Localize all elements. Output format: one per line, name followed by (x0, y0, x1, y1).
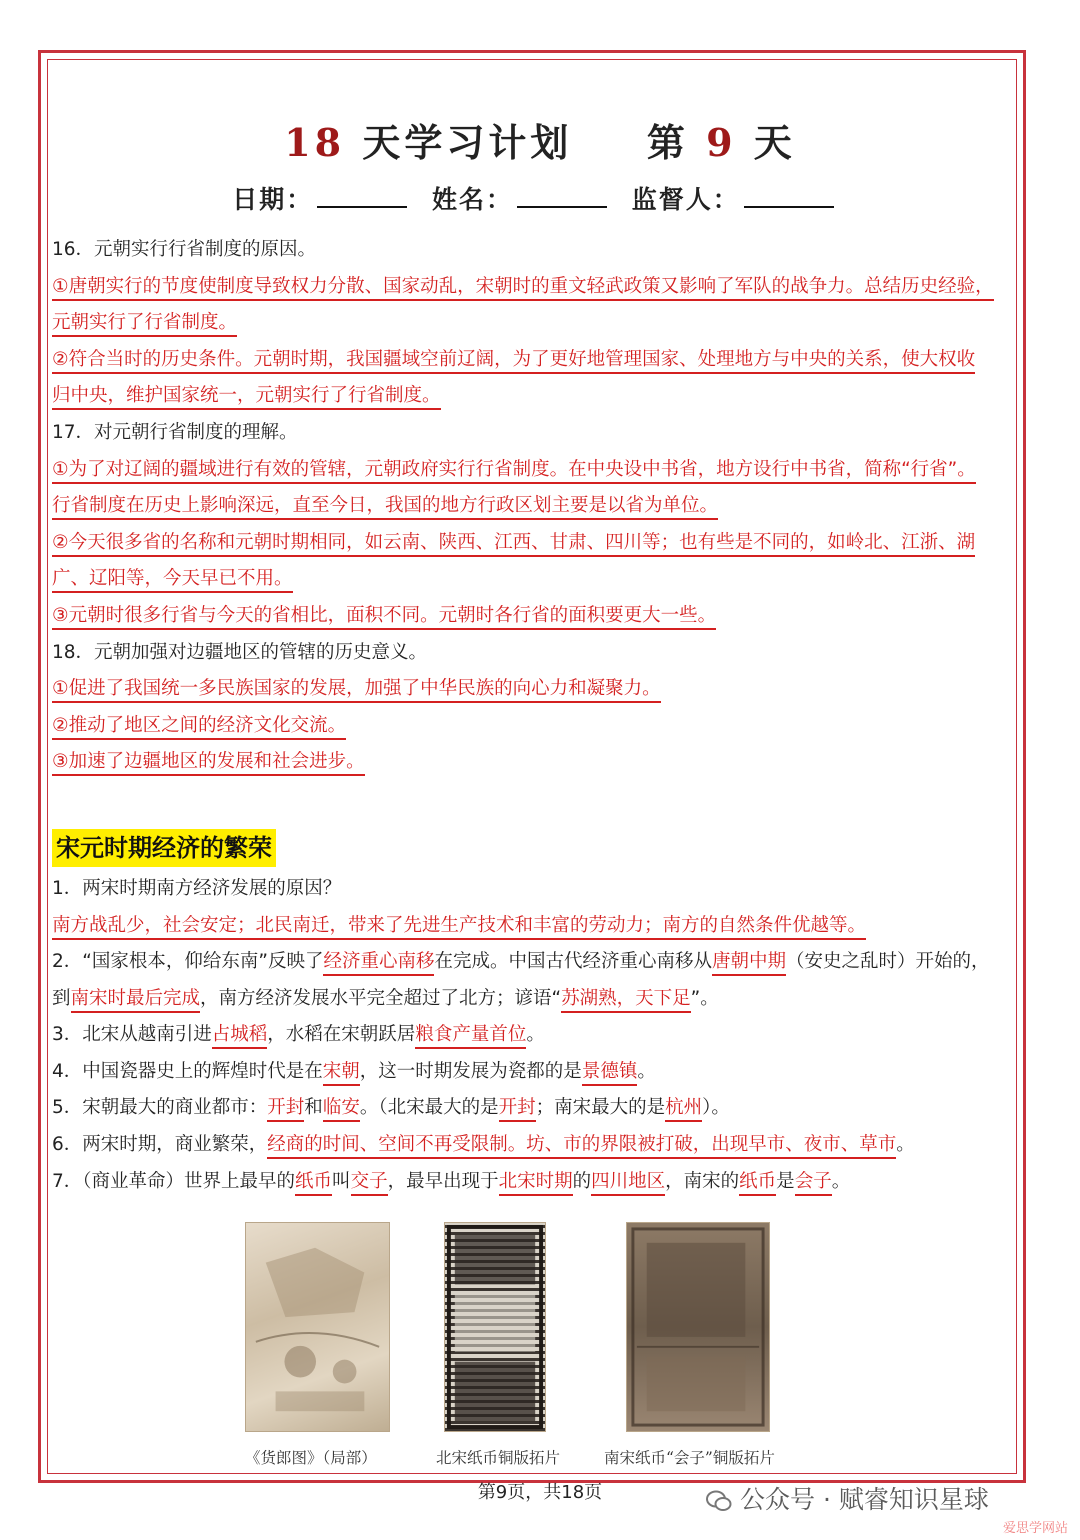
q1: 1．两宋时期南方经济发展的原因？ (52, 877, 342, 899)
watermark-text: 公众号 · 赋睿知识星球 (740, 1485, 989, 1514)
answer-text: 行省制度在历史上影响深远，直至今日，我国的地方行政区划主要是以省为单位。 (52, 495, 718, 520)
q6-text: 。 (896, 1134, 915, 1156)
wechat-icon (706, 1489, 732, 1513)
q7-ans-5: 纸币 (739, 1171, 776, 1196)
q7-ans-6: 会子 (795, 1171, 832, 1196)
answer-text: ②今天很多省的名称和元朝时期相同，如云南、陕西、江西、甘肃、四川等；也有些是不同的，如岭北、江浙、湖 (52, 532, 975, 557)
q5-text: 和 (304, 1097, 323, 1119)
answer-line (52, 561, 1020, 598)
caption-jiaozi: 北宋纸币铜版拓片 (436, 1449, 561, 1467)
answer-line (52, 671, 1020, 708)
q4-text: ，这一时期发展为瓷都的是 (359, 1060, 582, 1082)
q2-ans-2: 唐朝中期 (712, 951, 786, 976)
q7-text: 叫 (332, 1170, 351, 1192)
answer-line (52, 598, 1020, 635)
name-label: 姓名： (431, 185, 513, 214)
page-number: 第9页，共18页 (477, 1482, 603, 1503)
q3-text: 。 (526, 1024, 545, 1046)
answer-text: 广、辽阳等，今天早已不用。 (52, 568, 293, 593)
q4-ans-2: 景德镇 (582, 1061, 638, 1086)
q2-text: 到 (52, 987, 71, 1009)
question-line: 18．元朝加强对边疆地区的管辖的历史意义。 (52, 641, 428, 663)
q7-text: 是 (776, 1170, 795, 1192)
q6-text: 6．两宋时期，商业繁荣， (52, 1134, 268, 1156)
q4-text: 4．中国瓷器史上的辉煌时代是在 (52, 1060, 323, 1082)
title-text: 天学习计划 (362, 120, 573, 165)
q5-ans-2: 临安 (323, 1097, 360, 1122)
jiaozi-banknote-image (444, 1222, 546, 1432)
q5-text: ）。 (702, 1097, 730, 1119)
answer-text: ①为了对辽阔的疆域进行有效的管辖，元朝政府实行行省制度。在中央设中书省，地方设行中书省，简称“行省”。 (52, 459, 976, 484)
title-day-number: 9 (706, 120, 737, 165)
q7-ans-3: 北宋时期 (499, 1171, 573, 1196)
q5-text: ；南宋最大的是 (535, 1097, 666, 1119)
huizi-banknote-image (626, 1222, 770, 1432)
huolang-painting-image (245, 1222, 390, 1432)
q2-text: （安史之乱时）开始的， (786, 951, 990, 973)
q3 (52, 1017, 1020, 1054)
answer-text: ①促进了我国统一多民族国家的发展，加强了中华民族的向心力和凝聚力。 (52, 678, 661, 703)
q2-text: 在完成。中国古代经济重心南移从 (434, 951, 712, 973)
section-title: 宋元时期经济的繁荣 (52, 829, 276, 867)
q6-ans: 经商的时间、空间不再受限制。坊、市的界限被打破，出现早市、夜市、草市 (267, 1134, 896, 1159)
content-area (52, 232, 1020, 1200)
a1-text: 南方战乱少，社会安定；北民南迁，带来了先进生产技术和丰富的劳动力；南方的自然条件优越等。 (52, 915, 866, 940)
answer-line (52, 525, 1020, 562)
answer-text: ③元朝时很多行省与今天的省相比，面积不同。元朝时各行省的面积要更大一些。 (52, 605, 716, 630)
caption-huolang: 《货郎图》（局部） (245, 1449, 377, 1467)
title-day-suffix: 天 (753, 120, 796, 165)
q5 (52, 1090, 1020, 1127)
answer-text: ①唐朝实行的节度使制度导致权力分散、国家动乱，宋朝时的重文轻武政策又影响了军队的战争力。总结历史经验， (52, 276, 994, 301)
question-line: 17．对元朝行省制度的理解。 (52, 421, 298, 443)
q3-text: ，水稻在宋朝跃居 (267, 1024, 416, 1046)
q7-ans-2: 交子 (351, 1171, 388, 1196)
date-label: 日期： (232, 185, 314, 214)
q3-ans-1: 占城稻 (212, 1024, 268, 1049)
answer-text: 归中央，维护国家统一，元朝实行了行省制度。 (52, 385, 441, 410)
q5-ans-1: 开封 (267, 1097, 304, 1122)
q4-ans-1: 宋朝 (323, 1061, 360, 1086)
q2-ans-4: 苏湖熟，天下足 (561, 988, 691, 1013)
q7-text: ，最早出现于 (387, 1170, 499, 1192)
a1 (52, 908, 1020, 945)
q3-text: 3．北宋从越南引进 (52, 1024, 212, 1046)
q6 (52, 1127, 1020, 1164)
date-blank[interactable] (317, 182, 407, 208)
answer-line (52, 708, 1020, 745)
watermark (706, 1480, 989, 1516)
title-number: 18 (284, 120, 346, 165)
q7-text: ，南宋的 (665, 1170, 740, 1192)
answer-line (52, 378, 1020, 415)
info-line (0, 180, 1080, 216)
q2-text: ”。 (690, 987, 719, 1009)
answer-line (52, 342, 1020, 379)
page-title (0, 112, 1080, 167)
supervisor-label: 监督人： (631, 185, 740, 214)
q7-ans-1: 纸币 (295, 1171, 332, 1196)
title-day-prefix: 第 (646, 120, 689, 165)
q7-ans-4: 四川地区 (591, 1171, 665, 1196)
supervisor-blank[interactable] (744, 182, 834, 208)
q5-text: 。（北宋最大的是 (359, 1097, 499, 1119)
name-blank[interactable] (517, 182, 607, 208)
q2-text: ，南方经济发展水平完全超过了北方；谚语“ (200, 987, 562, 1009)
q4-text: 。 (637, 1060, 656, 1082)
question-line: 16．元朝实行行省制度的原因。 (52, 239, 317, 260)
q2-line2 (52, 981, 1020, 1018)
q4 (52, 1054, 1020, 1091)
q7 (52, 1164, 1020, 1201)
q7-text: 的 (572, 1170, 592, 1192)
answer-text: ②推动了地区之间的经济文化交流。 (52, 715, 346, 740)
answer-line (52, 452, 1020, 489)
answer-line (52, 744, 1020, 781)
q7-text: 。 (831, 1170, 851, 1192)
answer-line (52, 488, 1020, 525)
q2-line1 (52, 944, 1020, 981)
part1-list (52, 232, 1020, 781)
q5-ans-3: 开封 (499, 1097, 536, 1122)
corner-watermark: 爱思学网站 (1002, 1521, 1068, 1536)
q2-text: 2．“国家根本，仰给东南”反映了 (52, 951, 324, 973)
q7-text: 7．（商业革命）世界上最早的 (52, 1170, 296, 1192)
image-row (0, 1222, 1080, 1442)
q2-ans-3: 南宋时最后完成 (71, 988, 201, 1013)
answer-line (52, 305, 1020, 342)
caption-huizi: 南宋纸币“会子”铜版拓片 (604, 1449, 775, 1467)
answer-text: 元朝实行了行省制度。 (52, 312, 237, 337)
q2-ans-1: 经济重心南移 (323, 951, 434, 976)
q5-ans-4: 杭州 (665, 1097, 702, 1122)
q3-ans-2: 粮食产量首位 (415, 1024, 526, 1049)
answer-text: ②符合当时的历史条件。元朝时期，我国疆域空前辽阔，为了更好地管理国家、处理地方与中央的关系，使大权收 (52, 349, 975, 374)
answer-text: ③加速了边疆地区的发展和社会进步。 (52, 751, 365, 776)
answer-line (52, 269, 1020, 306)
q5-text: 5．宋朝最大的商业都市： (52, 1097, 268, 1119)
